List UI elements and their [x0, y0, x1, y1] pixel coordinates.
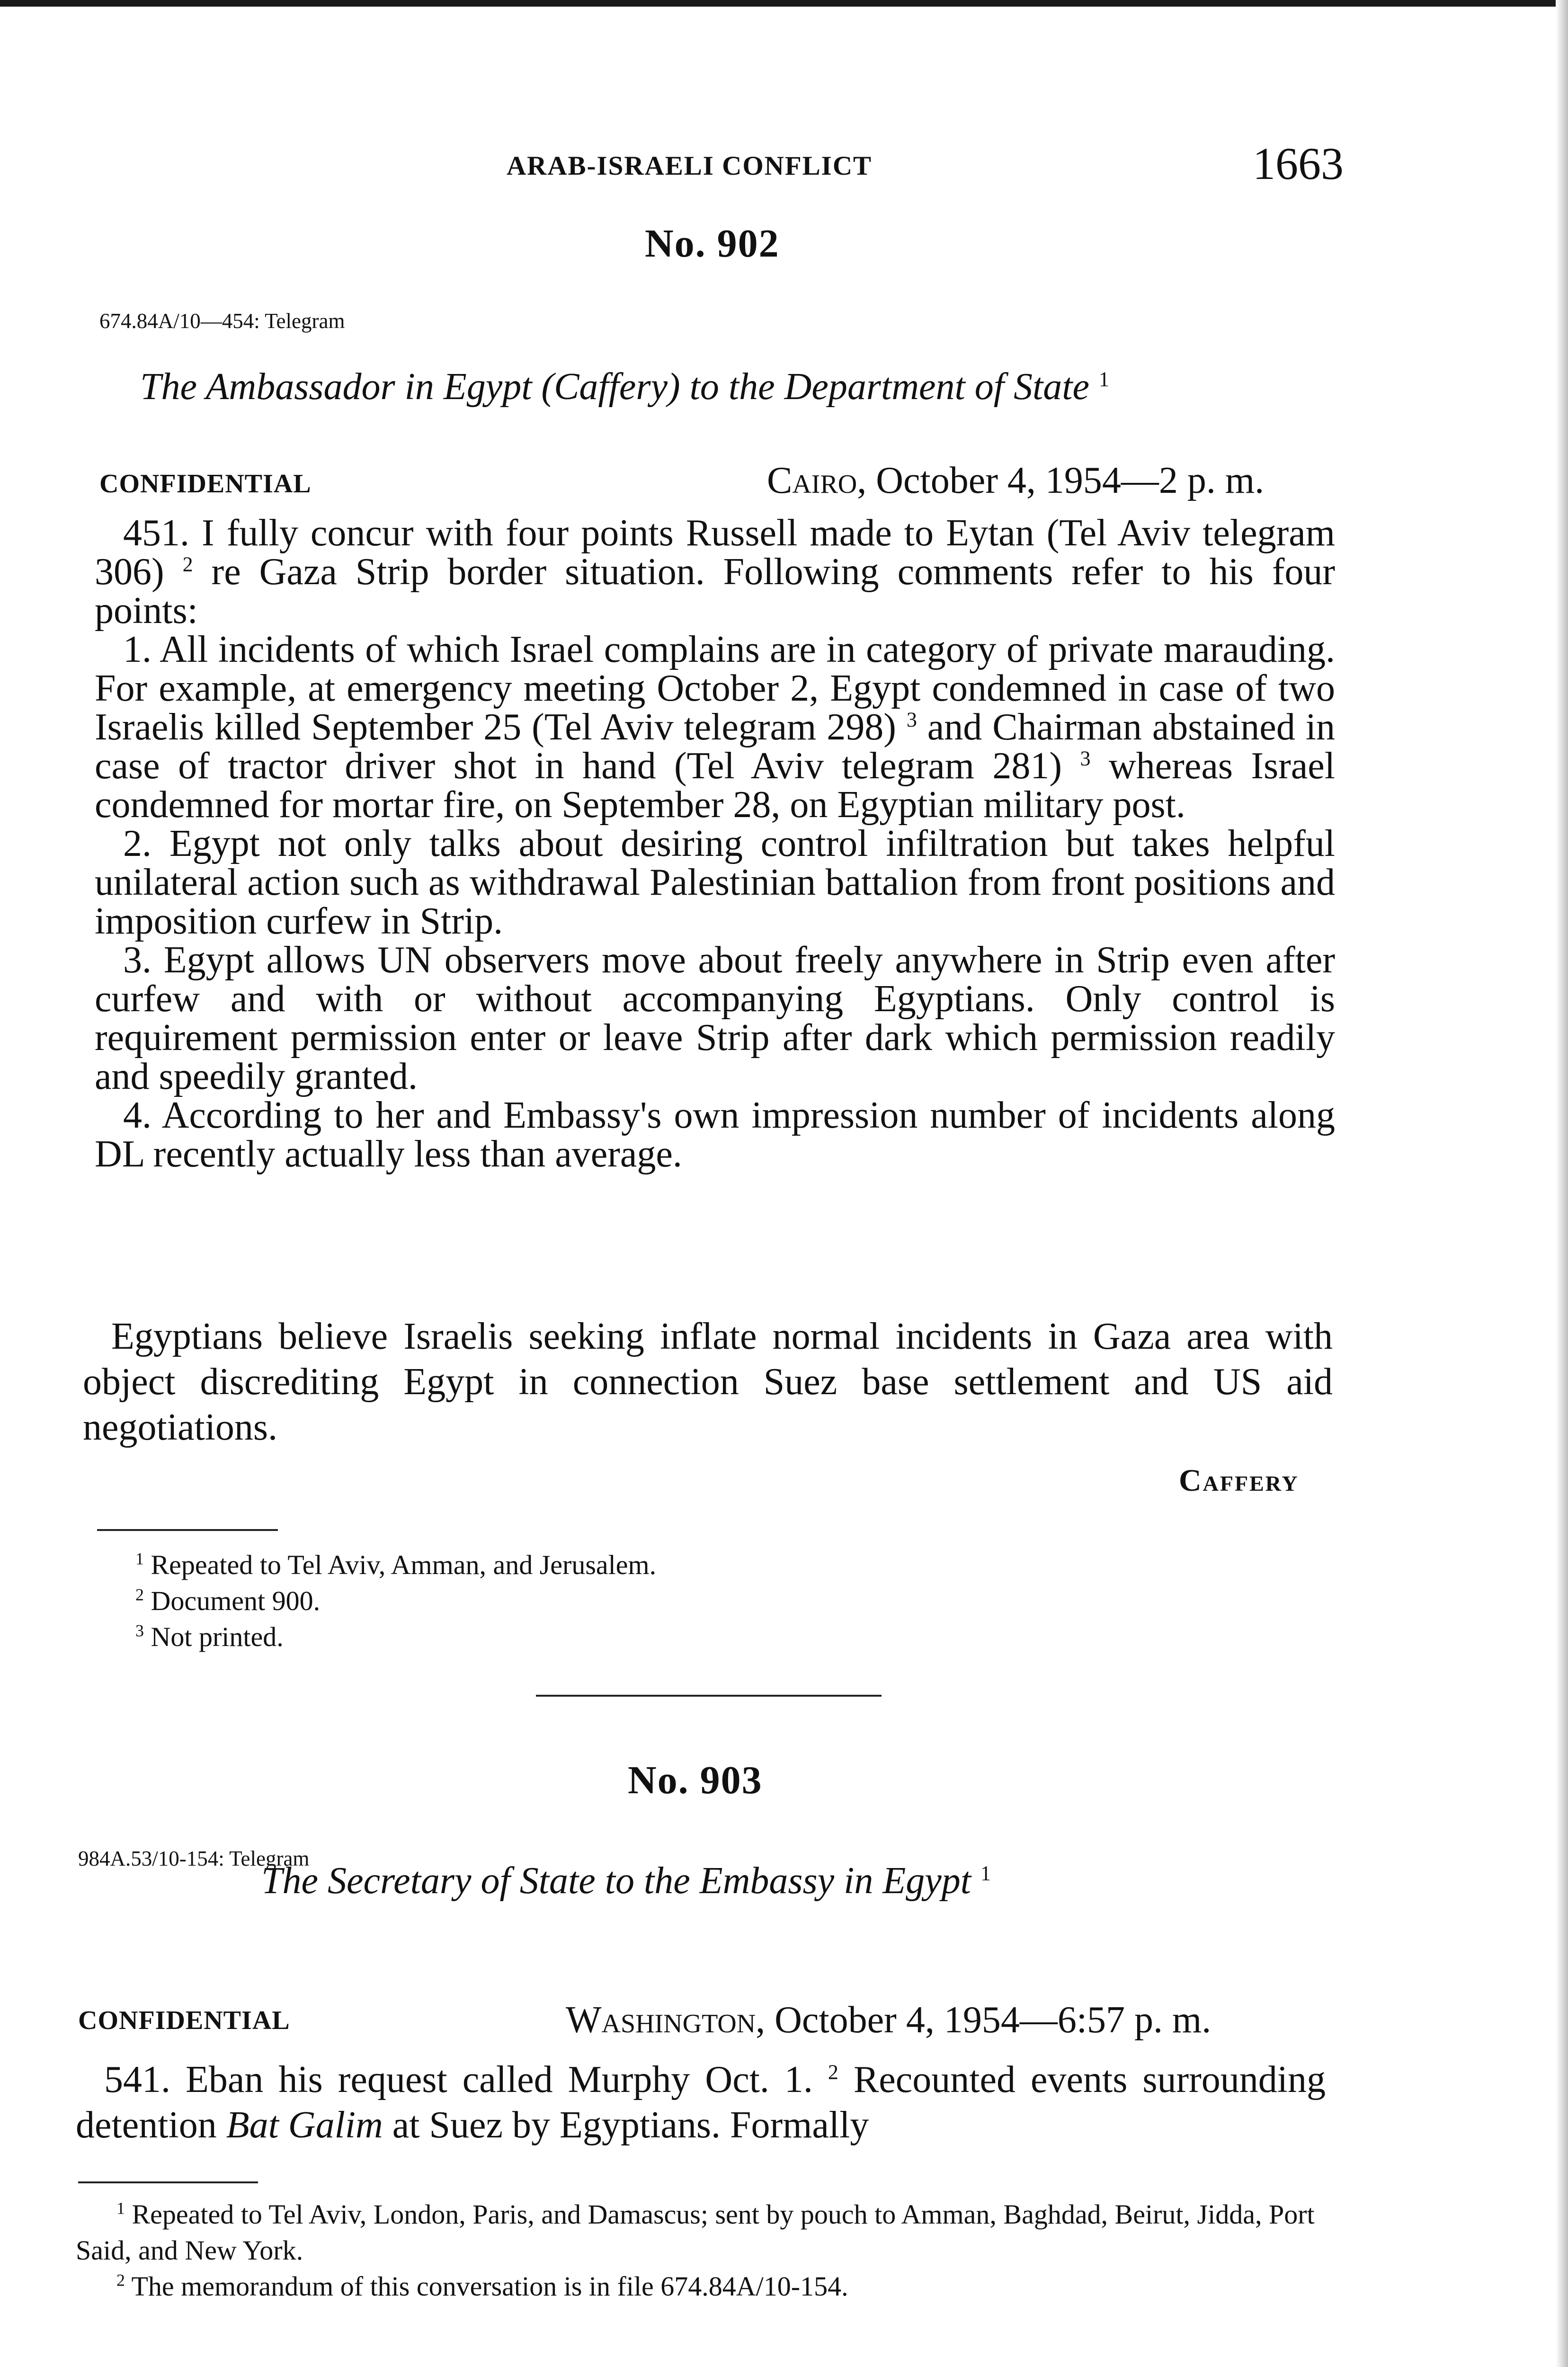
opening-paragraph — [76, 2057, 1326, 2148]
footnotes-903 — [76, 2197, 1326, 2305]
footnote-mark: 2 — [135, 1585, 144, 1604]
footnote-marker: 1 — [980, 1861, 991, 1885]
file-reference-903: 984A.53/10-154: Telegram — [78, 1847, 310, 1870]
page-number: 1663 — [1253, 138, 1344, 189]
closing-paragraph-902 — [83, 1314, 1333, 1450]
dateline-date: , October 4, 1954—6:57 p. m. — [756, 1999, 1212, 2041]
footnote-1 — [76, 2197, 1326, 2269]
footnote-marker: 3 — [1080, 747, 1091, 770]
point-4: 4. According to her and Embassy's own impression number of incidents along DL recently actually less than average. — [95, 1095, 1335, 1175]
classification-902: CONFIDENTIAL — [99, 469, 312, 498]
heading-text: The Secretary of State to the Embassy in Egypt — [261, 1860, 971, 1902]
point-1-text-a: 1. All incidents of which Israel complains are in category of private marauding. For example, at emergency meeting October 2, Egypt condemned in case of two Israelis killed September 25 (Tel Aviv telegram 298) — [95, 629, 1335, 748]
file-reference-902: 674.84A/10—454: Telegram — [99, 309, 345, 333]
footnote-mark: 1 — [135, 1549, 144, 1568]
opening-text-a: 541. Eban his request called Murphy Oct. 1. — [104, 2059, 813, 2100]
footnote-2 — [95, 1583, 1335, 1619]
footnote-marker: 2 — [182, 552, 193, 576]
document-body-902 — [95, 514, 1335, 1174]
document-number-902: No. 902 — [645, 222, 780, 266]
footnote-mark: 1 — [116, 2198, 125, 2218]
point-2: 2. Egypt not only talks about desiring control infiltration but takes helpful unilateral action such as withdrawal Palestinian battalion from front positions and imposition curfew in Strip. — [95, 823, 1335, 942]
opening-text-b: Recounted events surrounding detention — [76, 2059, 1326, 2146]
footnote-2 — [76, 2269, 1326, 2305]
footnote-mark: 3 — [135, 1621, 144, 1640]
intro-text-a: 451. I fully concur with four points Russell made to Eytan (Tel Aviv telegram 306) — [95, 512, 1335, 593]
point-3: 3. Egypt allows UN observers move about freely anywhere in Strip even after curfew and with or without accompanying Egyptians. Only control is requirement permission enter or leave Strip after dark which permission readily and speedily granted. — [95, 939, 1335, 1097]
point-1 — [95, 630, 1335, 824]
document-heading-903 — [261, 1860, 991, 1903]
footnote-rule-902 — [97, 1529, 278, 1531]
footnote-text: Repeated to Tel Aviv, London, Paris, and Damascus; sent by pouch to Amman, Baghdad, Beirut, Jidda, Port Said, and New York. — [76, 2199, 1315, 2266]
point-1-text-c: whereas Israel condemned for mortar fire, on September 28, on Egyptian military post. — [95, 745, 1336, 826]
footnote-mark: 2 — [116, 2270, 125, 2290]
footnote-3 — [95, 1619, 1335, 1655]
dateline-place: Washington — [566, 1999, 756, 2041]
section-divider — [536, 1695, 882, 1697]
dateline-date: , October 4, 1954—2 p. m. — [857, 460, 1265, 501]
heading-text: The Ambassador in Egypt (Caffery) to the Department of State — [140, 366, 1089, 408]
signature-caffery: Caffery — [1179, 1463, 1299, 1498]
dateline-903 — [566, 1999, 1211, 2042]
point-1-text-b: and Chairman abstained in case of tractor driver shot in hand (Tel Aviv telegram 281) — [95, 706, 1336, 787]
intro-paragraph — [95, 514, 1335, 630]
footnote-rule-903 — [78, 2181, 258, 2183]
footnote-text: Repeated to Tel Aviv, Amman, and Jerusalem. — [151, 1549, 657, 1580]
footnote-text: Document 900. — [151, 1585, 321, 1616]
scan-right-edge — [1556, 0, 1568, 2367]
running-head: ARAB-ISRAELI CONFLICT — [507, 151, 873, 181]
footnote-marker: 3 — [906, 708, 917, 731]
footnote-1 — [95, 1547, 1335, 1583]
classification-903: CONFIDENTIAL — [78, 2006, 290, 2035]
dateline-902 — [767, 459, 1264, 502]
scan-top-edge — [0, 0, 1568, 7]
dateline-place: Cairo — [767, 460, 857, 501]
ship-name: Bat Galim — [226, 2104, 383, 2146]
closing-text: Egyptians believe Israelis seeking inflate normal incidents in Gaza area with object discrediting Egypt in connection Suez base settlement and US aid negotiations. — [83, 1316, 1333, 1448]
document-number-903: No. 903 — [628, 1758, 763, 1802]
intro-text-b: re Gaza Strip border situation. Following comments refer to his four points: — [95, 551, 1335, 632]
footnote-marker: 1 — [1098, 367, 1109, 391]
document-heading-902 — [140, 365, 1109, 409]
opening-text-c: at Suez by Egyptians. Formally — [392, 2104, 869, 2146]
footnotes-902 — [95, 1547, 1335, 1655]
footnote-text: The memorandum of this conversation is in file 674.84A/10-154. — [131, 2271, 848, 2302]
document-body-903 — [76, 2057, 1326, 2148]
footnote-marker: 2 — [828, 2060, 838, 2084]
footnote-text: Not printed. — [151, 1621, 284, 1652]
